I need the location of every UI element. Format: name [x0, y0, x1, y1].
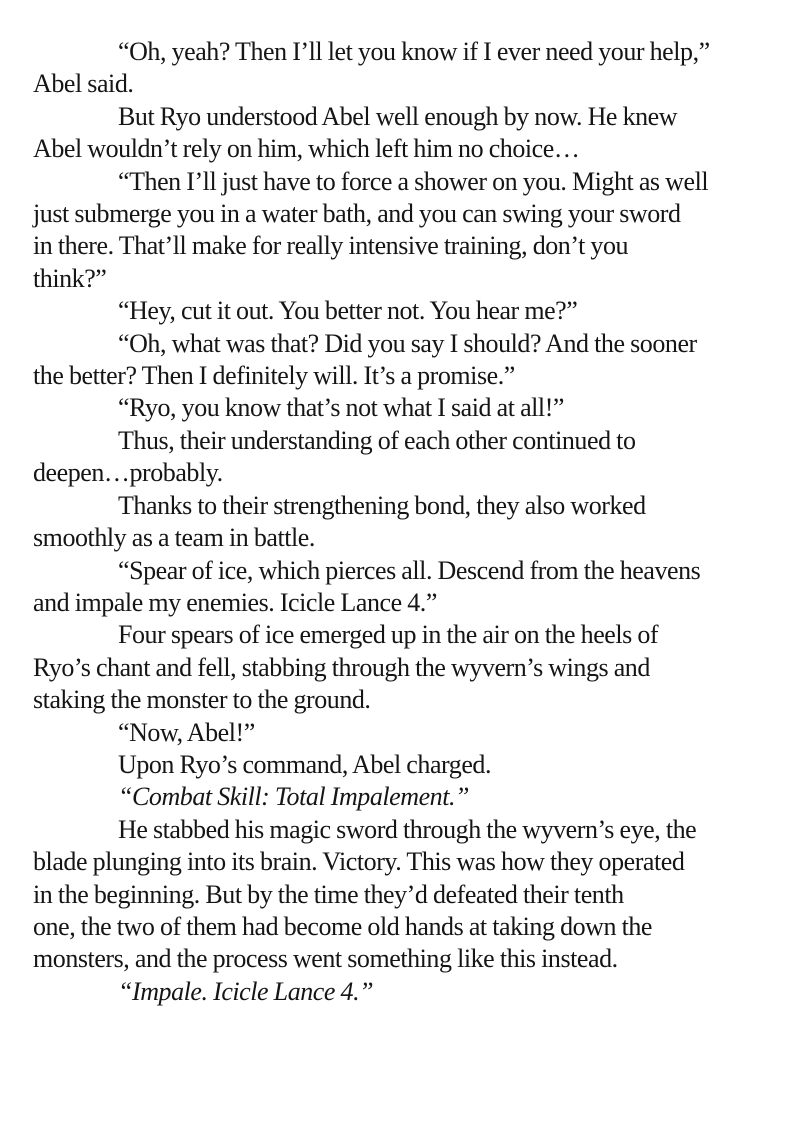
paragraph — [33, 781, 757, 813]
text-line: smoothly as a team in battle. — [33, 523, 315, 553]
text-line: Upon Ryo’s command, Abel charged. — [118, 749, 492, 779]
paragraph — [33, 328, 757, 393]
text-line: staking the monster to the ground. — [33, 685, 371, 715]
text-line: one, the two of them had become old hands at taking down the — [33, 911, 653, 941]
paragraph — [33, 490, 757, 555]
text-line: “Then I’ll just have to force a shower on you. Might as well — [118, 166, 709, 196]
text-line: “Now, Abel!” — [118, 717, 255, 747]
text-line: “Oh, what was that? Did you say I should? And the sooner — [118, 328, 697, 358]
paragraph — [33, 36, 757, 101]
text-line: “Combat Skill: Total Impalement.” — [118, 782, 470, 812]
paragraph — [33, 749, 757, 781]
text-line: But Ryo understood Abel well enough by now. He knew — [118, 101, 678, 131]
text-line: in the beginning. But by the time they’d defeated their tenth — [33, 879, 624, 909]
text-line: “Spear of ice, which pierces all. Descend from the heavens — [118, 555, 701, 585]
text-line: Thanks to their strengthening bond, they also worked — [118, 490, 646, 520]
text-line: just submerge you in a water bath, and you can swing your sword — [33, 199, 681, 229]
paragraph — [33, 101, 757, 166]
text-line: “Impale. Icicle Lance 4.” — [118, 976, 374, 1006]
text-line: “Ryo, you know that’s not what I said at all!” — [118, 393, 564, 423]
text-line: Abel wouldn’t rely on him, which left him no choice… — [33, 134, 580, 164]
paragraph — [33, 976, 757, 1008]
text-column — [33, 36, 757, 1008]
text-line: think?” — [33, 263, 107, 293]
paragraph — [33, 295, 757, 327]
text-line: deepen…probably. — [33, 458, 223, 488]
paragraph — [33, 619, 757, 716]
text-line: He stabbed his magic sword through the wyvern’s eye, the — [118, 814, 697, 844]
paragraph — [33, 555, 757, 620]
paragraph — [33, 717, 757, 749]
text-line: “Hey, cut it out. You better not. You hear me?” — [118, 296, 578, 326]
text-line: Thus, their understanding of each other continued to — [118, 425, 636, 455]
text-line: blade plunging into its brain. Victory. This was how they operated — [33, 847, 685, 877]
text-line: in there. That’ll make for really intensive training, don’t you — [33, 231, 629, 261]
text-line: Ryo’s chant and fell, stabbing through the wyvern’s wings and — [33, 652, 650, 682]
text-line: “Oh, yeah? Then I’ll let you know if I ever need your help,” — [118, 37, 710, 66]
paragraph — [33, 425, 757, 490]
paragraph — [33, 392, 757, 424]
text-line: Four spears of ice emerged up in the air on the heels of — [118, 620, 659, 650]
paragraph — [33, 814, 757, 976]
text-line: Abel said. — [33, 69, 134, 99]
text-line: monsters, and the process went something like this instead. — [33, 944, 618, 974]
text-line: and impale my enemies. Icicle Lance 4.” — [33, 587, 437, 617]
paragraph — [33, 166, 757, 296]
text-line: the better? Then I definitely will. It’s a promise.” — [33, 361, 515, 391]
